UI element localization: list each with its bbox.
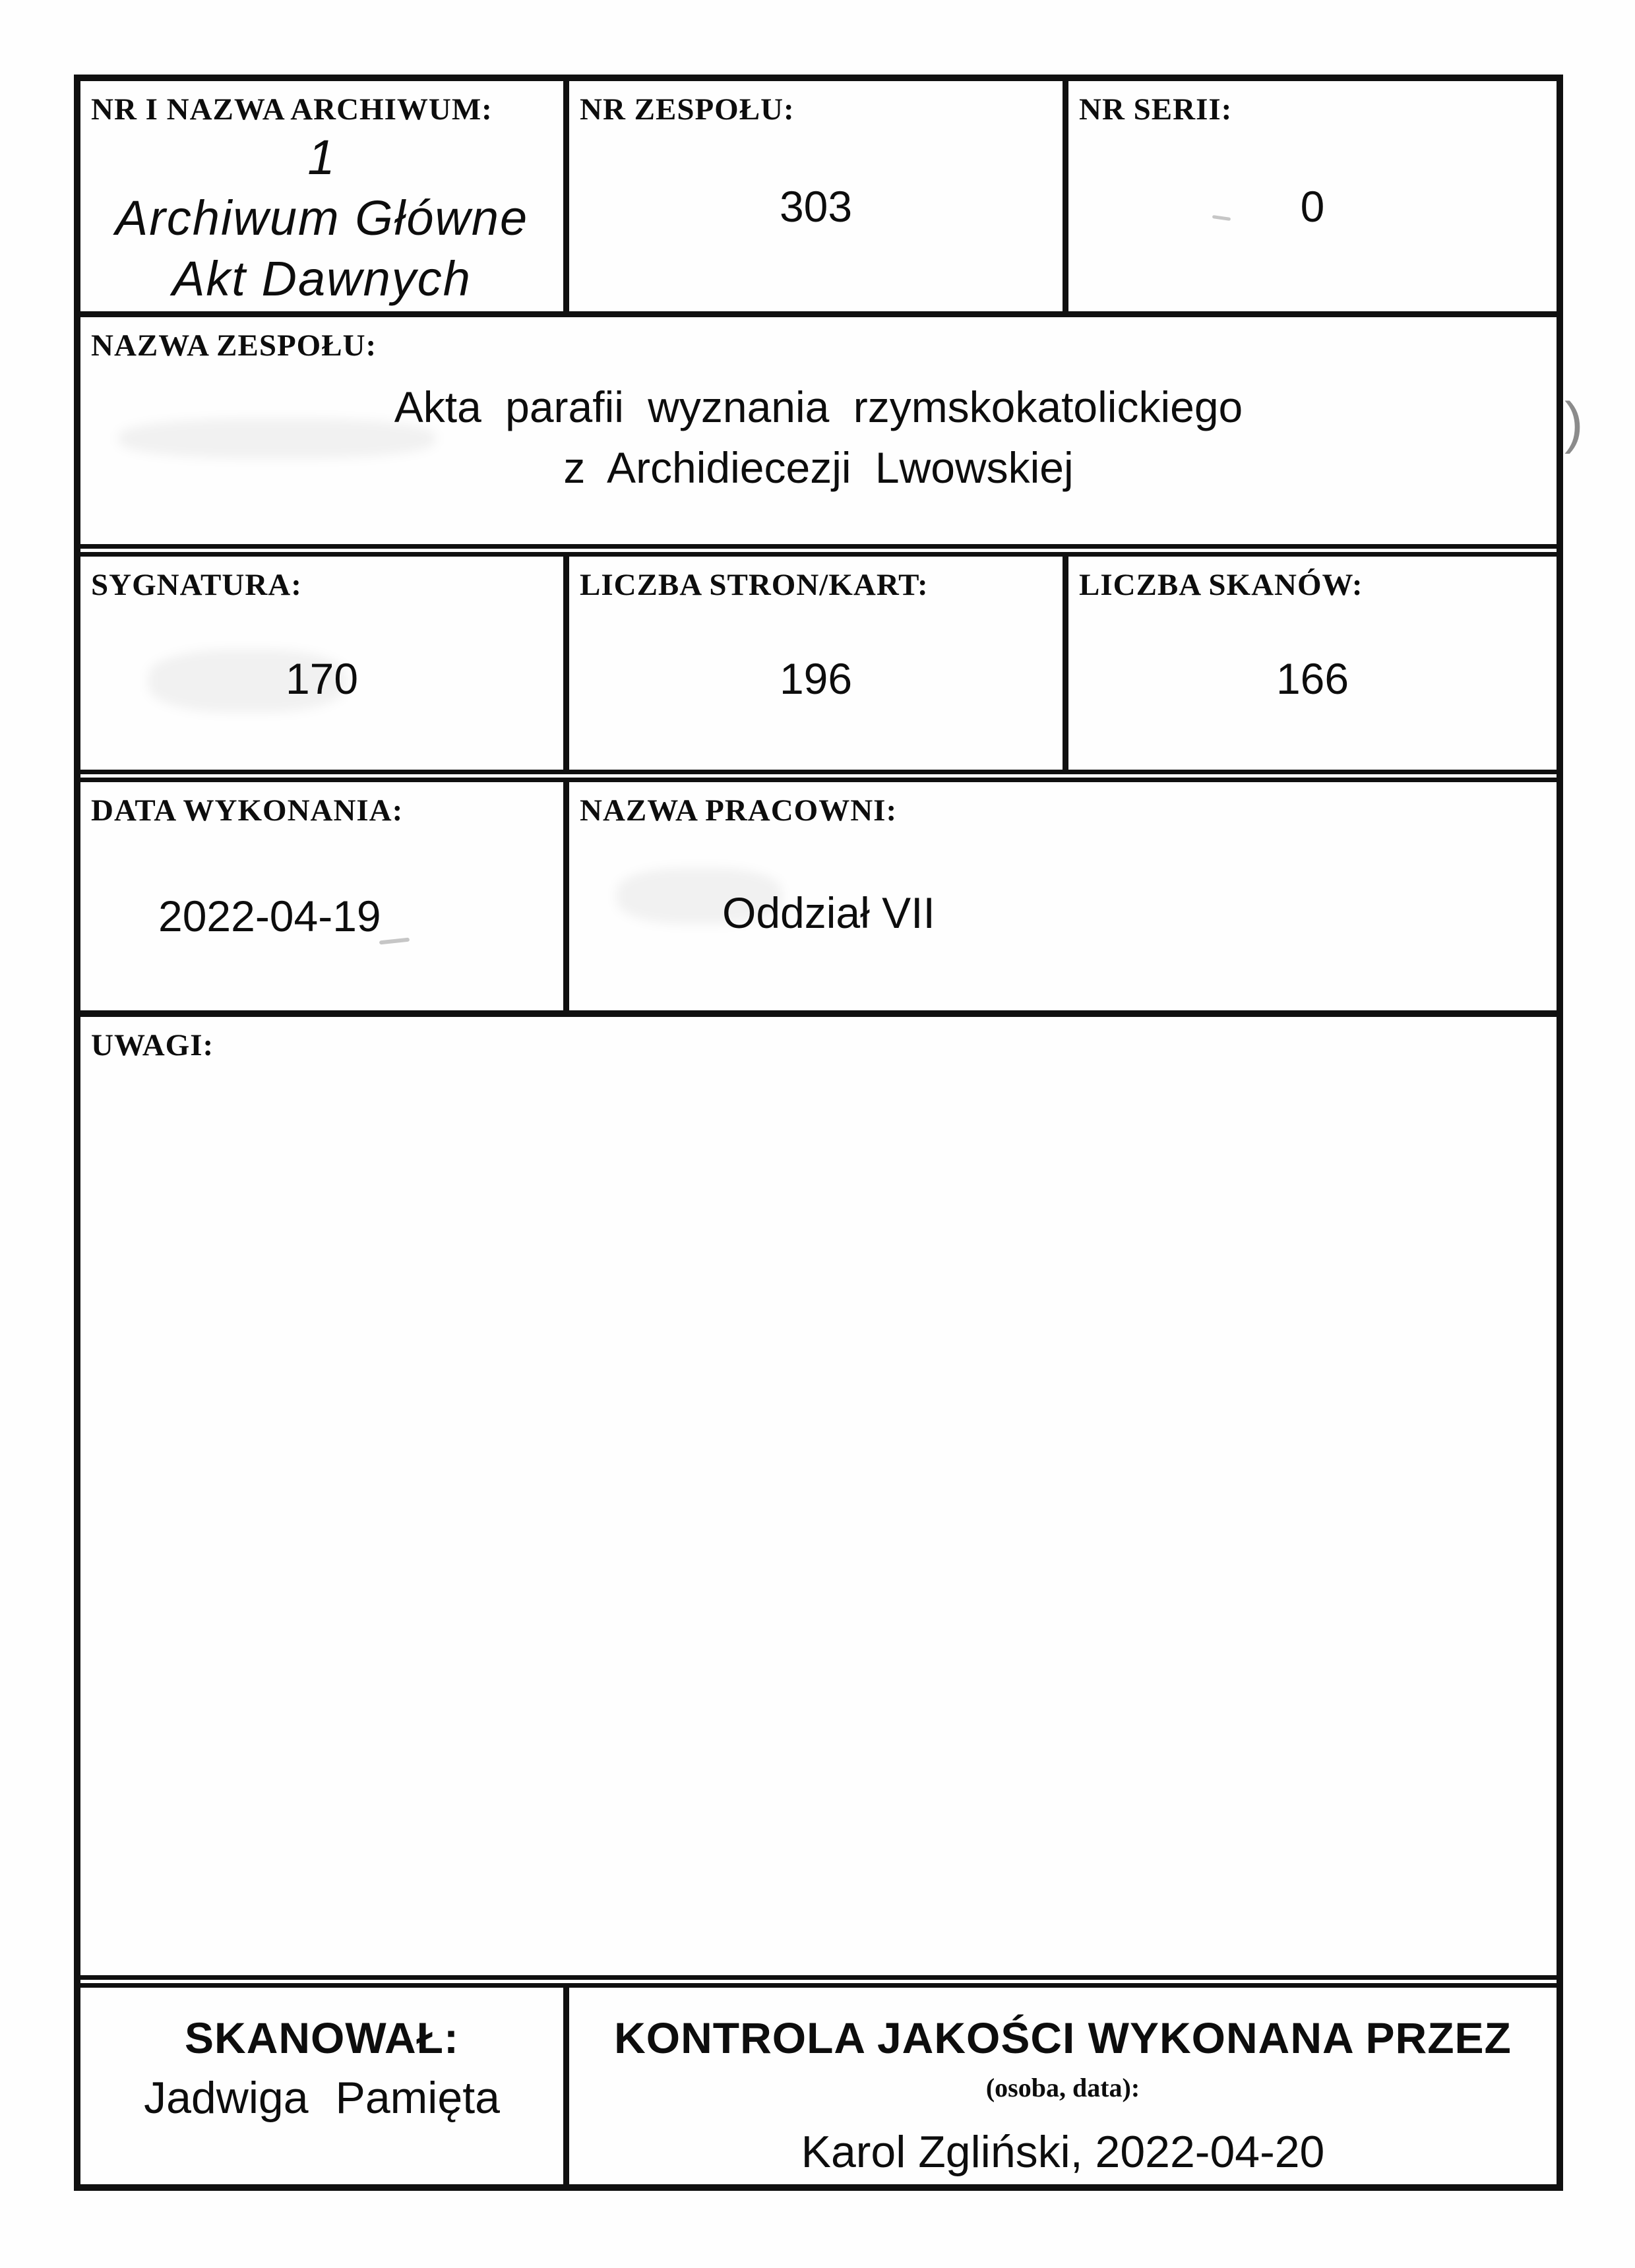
fonds-name-label: NAZWA ZESPOŁU: xyxy=(91,328,377,363)
double-rule-separator xyxy=(80,774,1557,782)
field-scan-date xyxy=(80,782,569,1010)
row-remarks xyxy=(80,1017,1557,1980)
row-execution xyxy=(80,782,1557,1017)
archive-value-block xyxy=(80,127,563,309)
field-scanned-by xyxy=(80,1988,569,2184)
series-number-value: 0 xyxy=(1300,182,1325,231)
signature-value: 170 xyxy=(285,654,359,703)
scan-date-value: 2022-04-19 xyxy=(158,892,381,940)
scan-smudge xyxy=(119,419,435,458)
scan-count-value: 166 xyxy=(1276,654,1349,703)
archive-name-line1: Archiwum Główne xyxy=(115,191,529,245)
quality-control-label: KONTROLA JAKOŚCI WYKONANA PRZEZ xyxy=(614,2013,1512,2062)
fonds-name-line2: z Archidiecezji Lwowskiej xyxy=(563,443,1074,492)
field-remarks xyxy=(80,1017,1557,1975)
scan-smudge xyxy=(617,868,782,924)
page-count-label: LICZBA STRON/KART: xyxy=(580,568,929,602)
series-number-label: NR SERII: xyxy=(1079,92,1233,127)
page-count-value: 196 xyxy=(779,654,853,703)
field-scan-count xyxy=(1068,557,1557,770)
field-quality-control xyxy=(569,1988,1557,2184)
field-archive xyxy=(80,81,569,311)
scan-date-label: DATA WYKONANIA: xyxy=(91,793,404,828)
quality-control-value: Karol Zgliński, 2022-04-20 xyxy=(801,2127,1325,2177)
quality-control-sublabel: (osoba, data): xyxy=(985,2073,1140,2102)
field-fonds-number xyxy=(569,81,1068,311)
signature-label: SYGNATURA: xyxy=(91,568,302,602)
scan-count-label: LICZBA SKANÓW: xyxy=(1079,568,1363,602)
workshop-value: Oddział VII xyxy=(722,888,935,937)
scan-smudge xyxy=(148,650,346,712)
row-signatures xyxy=(80,1988,1557,2184)
row-archive-info xyxy=(80,81,1557,317)
double-rule-separator xyxy=(80,1980,1557,1988)
remarks-label: UWAGI: xyxy=(91,1028,214,1062)
archive-label: NR I NAZWA ARCHIWUM: xyxy=(91,92,493,127)
double-rule-separator xyxy=(80,549,1557,557)
archive-scan-metadata-table xyxy=(74,75,1563,2191)
stray-paren-artifact: ) xyxy=(1564,391,1584,454)
field-page-count xyxy=(569,557,1068,770)
fonds-name-line1: Akta parafii wyznania rzymskokatolickiego xyxy=(394,383,1243,431)
field-series-number xyxy=(1068,81,1557,311)
fonds-number-value: 303 xyxy=(779,182,853,231)
scanned-by-value: Jadwiga Pamięta xyxy=(144,2073,500,2123)
archive-number: 1 xyxy=(307,130,336,185)
fonds-number-label: NR ZESPOŁU: xyxy=(580,92,795,127)
archive-name-line2: Akt Dawnych xyxy=(172,251,472,306)
scanned-by-label: SKANOWAŁ: xyxy=(185,2013,459,2062)
workshop-label: NAZWA PRACOWNI: xyxy=(580,793,898,828)
